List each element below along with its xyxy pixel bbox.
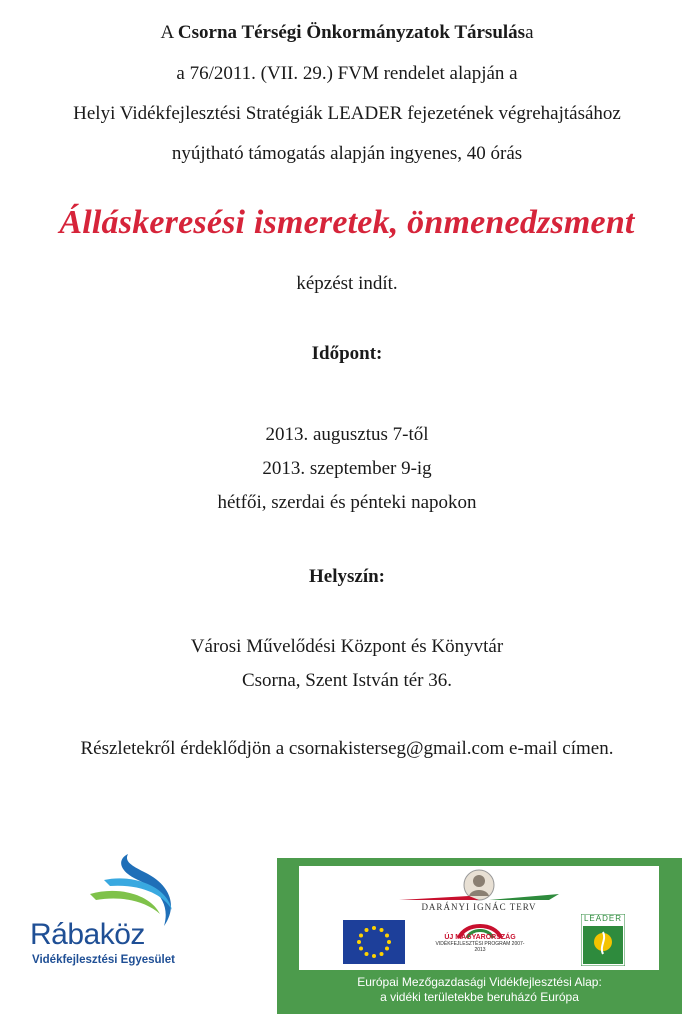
course-suffix: képzést indít. [296,273,398,294]
eu-caption: Európai Mezőgazdasági Vidékfejlesztési Alap: a vidéki területekbe beruházó Európa [357,975,602,1004]
schedule-to: 2013. szeptember 9-ig [262,458,432,479]
intro-line-4: nyújtható támogatás alapján ingyenes, 40 órás [171,143,523,164]
organization-name: Csorna Térségi Önkormányzatok Társulás [177,22,526,43]
course-title: Álláskeresési ismeretek, önmenedzsment [59,204,635,241]
leader-logo [581,914,625,966]
location-address: Csorna, Szent István tér 36. [241,670,452,691]
schedule-heading: Időpont: [311,343,383,364]
eu-funding-panel [277,858,682,1014]
eu-flag-icon [343,920,405,964]
contact-email[interactable]: csornakisterseg@gmail.com [288,738,505,759]
location-venue: Városi Művelődési Központ és Könyvtár [190,636,504,657]
intro-line-2: a 76/2011. (VII. 29.) FVM rendelet alapján a [176,63,518,84]
intro-line-3: Helyi Vidékfejlesztési Stratégiák LEADER fejezetének végrehajtásához [73,103,621,124]
leader-label: LEADER [583,914,622,923]
rabakoz-subtitle: Vidékfejlesztési Egyesület [32,954,175,966]
uj-magyarorszag-label: ÚJ MAGYARORSZÁG VIDÉKFEJLESZTÉSI PROGRAM 2007-2013 [435,934,525,953]
daranyi-label: DARÁNYI IGNÁC TERV [421,902,537,912]
contact-line: Részletekről érdeklődjön a csornakisterseg@gmail.com e-mail címen. [80,738,614,759]
eu-logos-box [299,866,659,970]
schedule-from: 2013. augusztus 7-től [265,424,429,445]
location-heading: Helyszín: [309,566,385,587]
hungarian-ribbon-icon [399,892,559,902]
rabakoz-logo [20,850,200,980]
schedule-days: hétfői, szerdai és pénteki napokon [217,492,477,513]
rabakoz-name: Rábaköz [30,918,145,951]
intro-line-1: A Csorna Térségi Önkormányzatok Társulása [160,22,534,43]
